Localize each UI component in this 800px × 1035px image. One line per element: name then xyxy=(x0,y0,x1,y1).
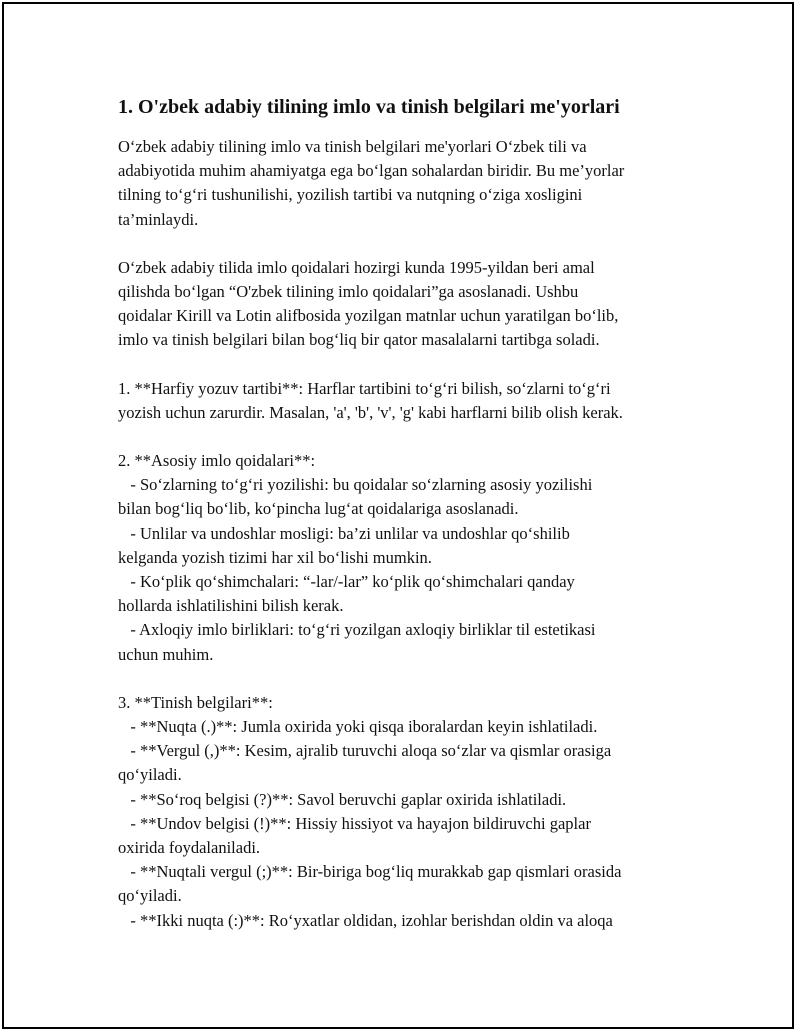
section-title: 1. O'zbek adabiy tilining imlo va tinish belgilari me'yorlari xyxy=(118,96,620,118)
text-line: uchun muhim. xyxy=(118,644,214,664)
paragraph-rules-basis xyxy=(118,256,698,353)
text-line: oxirida foydalaniladi. xyxy=(118,838,261,858)
text-line: 1. **Harfiy yozuv tartibi**: Harflar tartibini to‘g‘ri bilish, so‘zlarni to‘g‘ri xyxy=(118,378,611,398)
text-line: - Axloqiy imlo birliklari: to‘g‘ri yozilgan axloqiy birliklar til estetikasi xyxy=(118,620,596,640)
text-line: 2. **Asosiy imlo qoidalari**: xyxy=(118,451,316,471)
text-line: qo‘yiladi. xyxy=(118,765,182,785)
text-line: - **Nuqtali vergul (;)**: Bir-biriga bog‘liq murakkab gap qismlari orasida xyxy=(118,862,622,882)
text-line: - **So‘roq belgisi (?)**: Savol beruvchi gaplar oxirida ishlatiladi. xyxy=(118,789,567,809)
text-line: adabiyotida muhim ahamiyatga ega bo‘lgan sohalardan biridir. Bu me’yorlar xyxy=(118,161,625,181)
text-line: bilan bog‘liq bo‘lib, ko‘pincha lug‘at qoidalariga asoslanadi. xyxy=(118,499,519,519)
text-line: - **Undov belgisi (!)**: Hissiy hissiyot va hayajon bildiruvchi gaplar xyxy=(118,813,591,833)
text-line: O‘zbek adabiy tilida imlo qoidalari hozirgi kunda 1995-yildan beri amal xyxy=(118,257,595,277)
text-line: - Ko‘plik qo‘shimchalari: “-lar/-lar” ko‘plik qo‘shimchalari qanday xyxy=(118,572,575,592)
text-line: - **Nuqta (.)**: Jumla oxirida yoki qisqa iboralardan keyin ishlatiladi. xyxy=(118,717,598,737)
text-line: kelganda yozish tizimi har xil bo‘lishi mumkin. xyxy=(118,547,432,567)
text-line: imlo va tinish belgilari bilan bog‘liq bir qator masalalarni tartibga soladi. xyxy=(118,330,600,350)
paragraph-item-2 xyxy=(118,449,698,667)
text-line: - Unlilar va undoshlar mosligi: ba’zi unlilar va undoshlar qo‘shilib xyxy=(118,523,570,543)
paragraph-intro xyxy=(118,135,698,232)
text-line: tilning to‘g‘ri tushunilishi, yozilish tartibi va nutqning o‘ziga xosligini xyxy=(118,185,583,205)
text-line: qo‘yiladi. xyxy=(118,886,182,906)
text-line: 3. **Tinish belgilari**: xyxy=(118,692,273,712)
text-line: - So‘zlarning to‘g‘ri yozilishi: bu qoidalar so‘zlarning asosiy yozilishi xyxy=(118,475,593,495)
paragraph-item-1 xyxy=(118,377,698,425)
text-line: - **Vergul (,)**: Kesim, ajralib turuvchi aloqa so‘zlar va qismlar orasiga xyxy=(118,741,612,761)
text-line: hollarda ishlatilishini bilish kerak. xyxy=(118,596,344,616)
text-line: qilishda bo‘lgan “O'zbek tilining imlo qoidalari”ga asoslanadi. Ushbu xyxy=(118,282,579,302)
paragraph-item-3 xyxy=(118,691,698,933)
text-line: - **Ikki nuqta (:)**: Ro‘yxatlar oldidan, izohlar berishdan oldin va aloqa xyxy=(118,910,613,930)
document-body xyxy=(118,93,698,957)
text-line: O‘zbek adabiy tilining imlo va tinish belgilari me'yorlari O‘zbek tili va xyxy=(118,137,587,156)
text-line: ta’minlaydi. xyxy=(118,209,199,229)
text-line: qoidalar Kirill va Lotin alifbosida yozilgan matnlar uchun yaratilgan bo‘lib, xyxy=(118,306,619,326)
text-line: yozish uchun zarurdir. Masalan, 'a', 'b', 'v', 'g' kabi harflarni bilib olish kerak. xyxy=(118,402,623,422)
